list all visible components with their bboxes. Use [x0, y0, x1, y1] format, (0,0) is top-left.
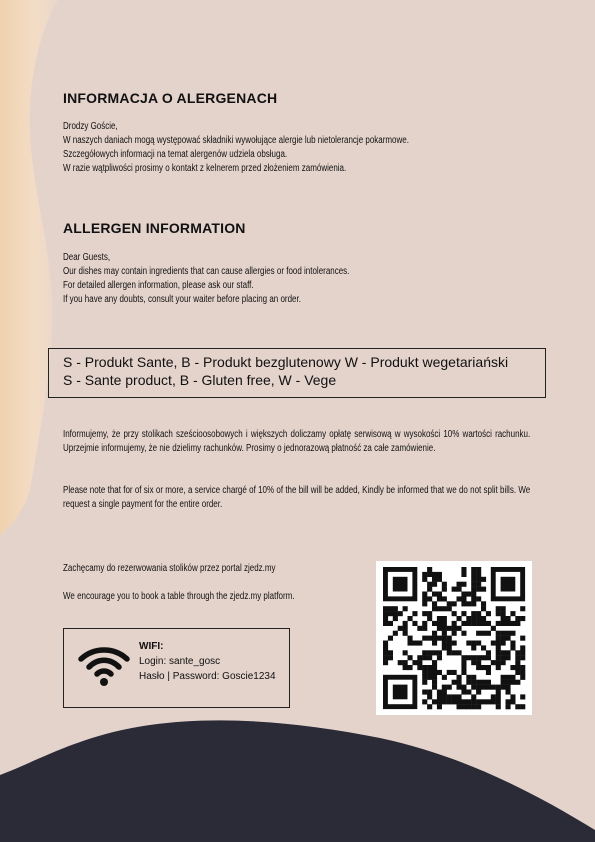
legend-line-pl: S - Produkt Sante, B - Produkt bezglutenowy W - Produkt wegetariański	[63, 354, 509, 370]
service-charge-pl: Informujemy, że przy stolikach sześcioosobowych i większych doliczamy opłatę serwisową w wysokości 10% wartości rachunku. Uprzejmie informujemy, że nie dzielimy rachunków. Prosimy o jednorazową płatność za całe zamówienie.	[63, 429, 531, 454]
allergen-legend-box	[48, 348, 546, 398]
wifi-title: WIFI:	[139, 641, 164, 652]
en-line-2: Our dishes may contain ingredients that can cause allergies or food intolerances.	[63, 266, 350, 277]
en-line-3: For detailed allergen information, please ask our staff.	[63, 280, 254, 291]
qr-code	[376, 561, 532, 715]
wifi-password: Hasło | Password: Goscie1234	[139, 671, 276, 682]
service-charge-en: Please note that for of six or more, a service chargé of 10% of the bill will be added, Kindly be informed that we do not split bills. We request a single payment for the entire order.	[63, 485, 531, 510]
pl-line-4: W razie wątpliwości prosimy o kontakt z kelnerem przed złożeniem zamówienia.	[63, 163, 347, 174]
pl-paragraph	[63, 120, 511, 176]
pl-line-2: W naszych daniach mogą występować składniki wywołujące alergie lub nietolerancje pokarmowe.	[63, 135, 409, 146]
en-line-1: Dear Guests,	[63, 252, 111, 263]
wifi-icon	[78, 643, 130, 687]
booking-en: We encourage you to book a table through the zjedz.my platform.	[63, 591, 295, 602]
en-paragraph	[63, 251, 511, 307]
en-line-4: If you have any doubts, consult your waiter before placing an order.	[63, 294, 301, 305]
qr-code-icon	[376, 561, 532, 715]
en-heading: ALLERGEN INFORMATION	[63, 220, 246, 236]
pl-heading: INFORMACJA O ALERGENACH	[63, 90, 278, 106]
wifi-login: Login: sante_gosc	[139, 656, 221, 667]
pl-line-3: Szczegółowych informacji na temat alergenów udziela obsługa.	[63, 149, 288, 160]
legend-line-en: S - Sante product, B - Gluten free, W - Vege	[63, 372, 337, 388]
wifi-details	[139, 639, 276, 684]
wifi-box	[63, 628, 290, 708]
pl-line-1: Drodzy Goście,	[63, 121, 118, 132]
booking-pl: Zachęcamy do rezerwowania stolików przez portal zjedz.my	[63, 563, 276, 574]
